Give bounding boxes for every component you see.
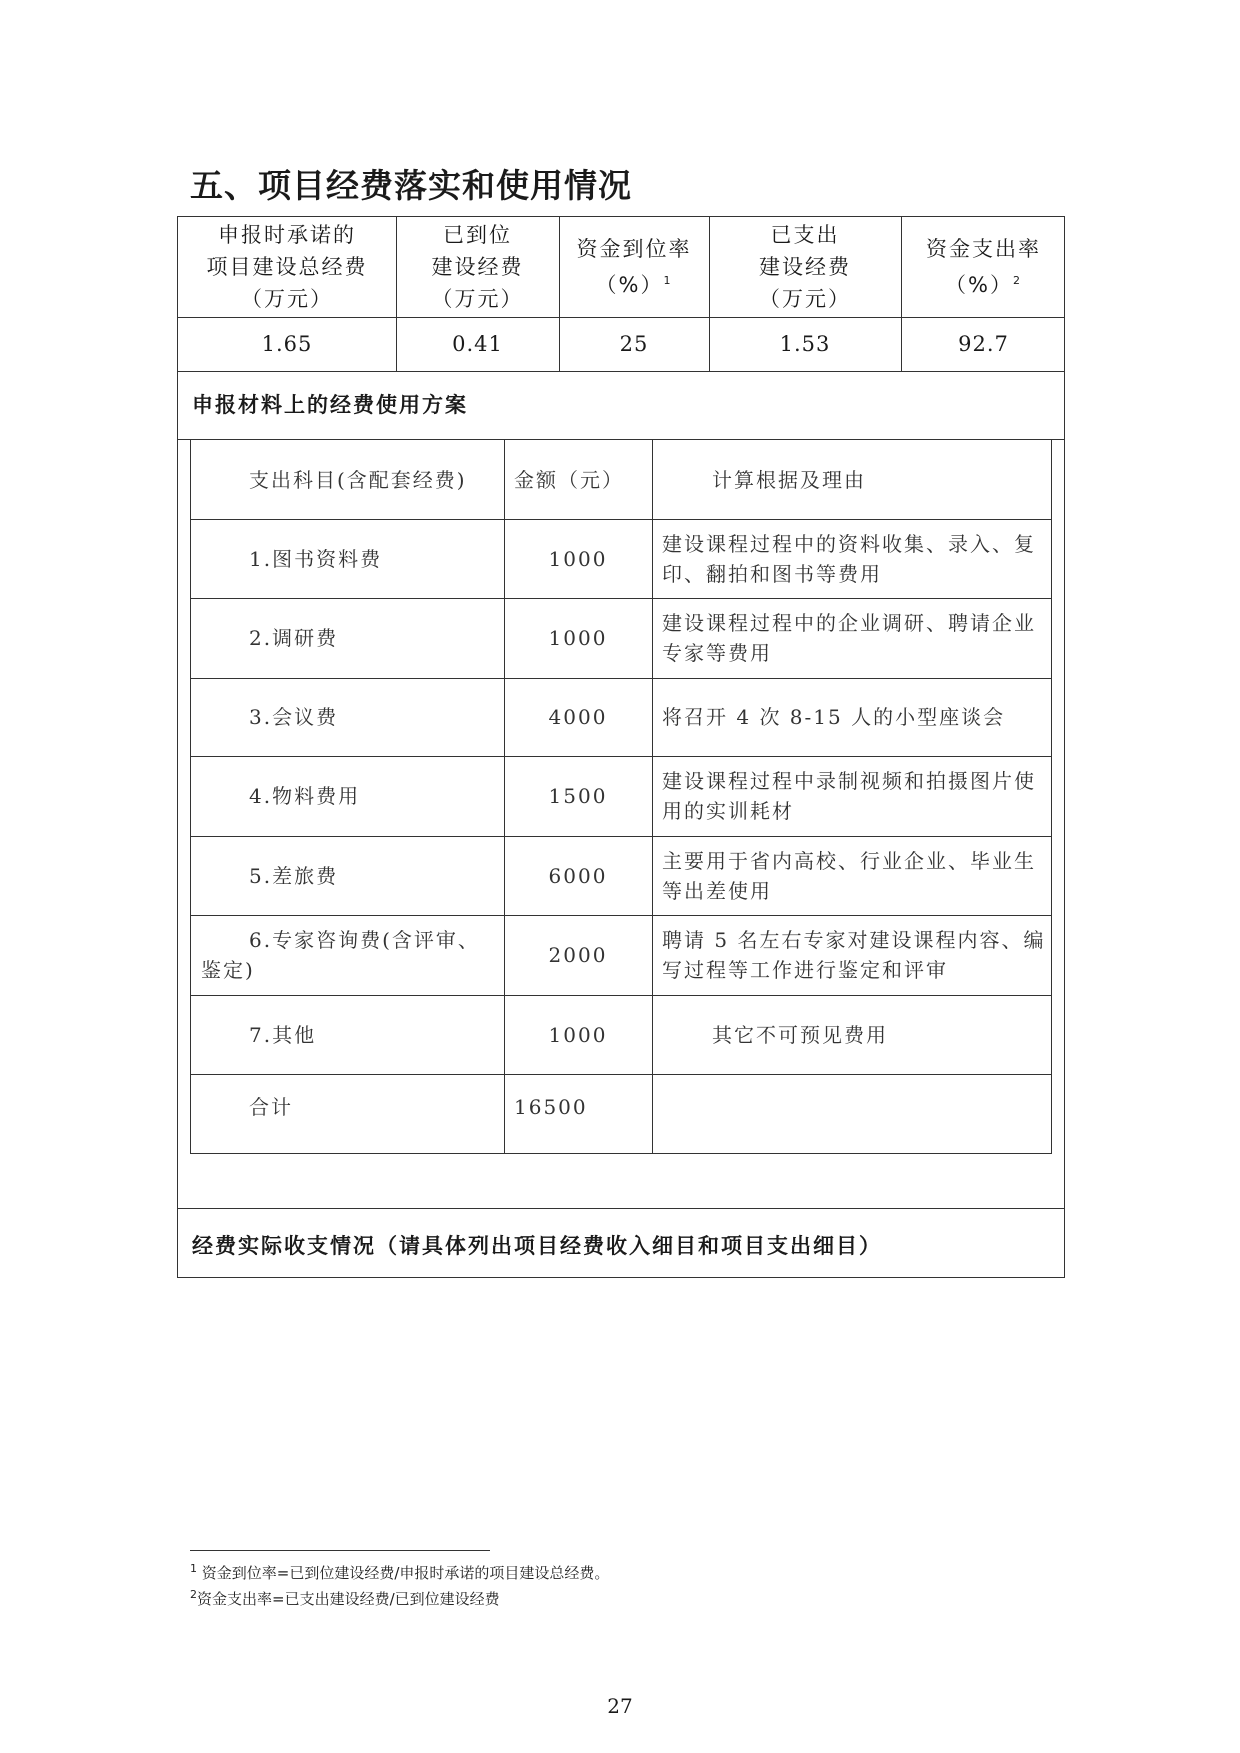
plan-row-reason: 将召开 4 次 8-15 人的小型座谈会 xyxy=(662,705,1006,729)
plan-label: 申报材料上的经费使用方案 xyxy=(192,393,468,417)
plan-row-item: 7.其他 xyxy=(249,1022,317,1047)
plan-row-amount: 1000 xyxy=(548,626,608,650)
footnote-2: $^2$资金支出率=已支出建设经费/已到位建设经费 xyxy=(190,1588,500,1608)
plan-total-label: 合计 xyxy=(249,1095,293,1119)
plan-row-item: 1.图书资料费 xyxy=(249,546,383,571)
header-funds-spent: 已支出 建设经费 （万元） xyxy=(759,223,851,311)
header-arrival-rate: 资金到位率 （%）$^1$ xyxy=(576,237,692,297)
actual-label: 经费实际收支情况（请具体列出项目经费收入细目和项目支出细目） xyxy=(192,1234,882,1258)
header-spending-rate: 资金支出率 （%）$^2$ xyxy=(926,237,1041,297)
plan-row-amount: 1500 xyxy=(548,784,608,808)
plan-row-reason: 主要用于省内高校、行业企业、毕业生等出差使用 xyxy=(662,848,1036,903)
plan-row-amount: 2000 xyxy=(548,943,608,967)
value-funds-spent: 1.53 xyxy=(779,332,831,356)
plan-header-amount: 金额（元） xyxy=(514,467,624,492)
plan-row-amount: 6000 xyxy=(548,863,608,888)
plan-row-reason: 建设课程过程中的资料收集、录入、复印、翻拍和图书等费用 xyxy=(662,531,1036,586)
footnote-rule xyxy=(190,1550,490,1551)
plan-row-item: 3.会议费 xyxy=(249,705,339,729)
plan-row-reason: 其它不可预见费用 xyxy=(712,1022,888,1047)
plan-row-item: 5.差旅费 xyxy=(249,863,339,888)
plan-row-reason: 建设课程过程中的企业调研、聘请企业专家等费用 xyxy=(662,611,1036,665)
plan-header-item: 支出科目(含配套经费) xyxy=(249,467,467,492)
page-number: 27 xyxy=(607,1694,633,1718)
funding-table xyxy=(177,216,1065,1278)
plan-row-reason: 建设课程过程中录制视频和拍摄图片使用的实训耗材 xyxy=(662,769,1036,823)
plan-row-item: 6.专家咨询费(含评审、鉴定) xyxy=(201,928,480,982)
header-committed-total: 申报时承诺的 项目建设总经费 （万元） xyxy=(206,223,368,311)
value-committed-total: 1.65 xyxy=(261,332,313,356)
plan-row-amount: 1000 xyxy=(548,1022,608,1047)
value-funds-received: 0.41 xyxy=(452,332,503,356)
header-funds-received: 已到位 建设经费 （万元） xyxy=(431,223,524,311)
plan-row-item: 4.物料费用 xyxy=(249,784,361,808)
plan-table xyxy=(190,439,1052,1154)
page-title: 五、项目经费落实和使用情况 xyxy=(190,166,632,205)
plan-row-reason: 聘请 5 名左右专家对建设课程内容、编写过程等工作进行鉴定和评审 xyxy=(662,928,1046,982)
plan-row-amount: 4000 xyxy=(548,705,608,729)
plan-row-item: 2.调研费 xyxy=(249,626,339,650)
plan-header-reason: 计算根据及理由 xyxy=(712,467,866,492)
footnote-1: $^1$ 资金到位率=已到位建设经费/申报时承诺的项目建设总经费。 xyxy=(190,1562,610,1582)
plan-total-reason xyxy=(662,1074,1050,1140)
plan-total-amount: 16500 xyxy=(514,1095,588,1119)
plan-row-amount: 1000 xyxy=(548,546,608,571)
value-spending-rate: 92.7 xyxy=(958,332,1009,356)
value-arrival-rate: 25 xyxy=(619,332,649,356)
